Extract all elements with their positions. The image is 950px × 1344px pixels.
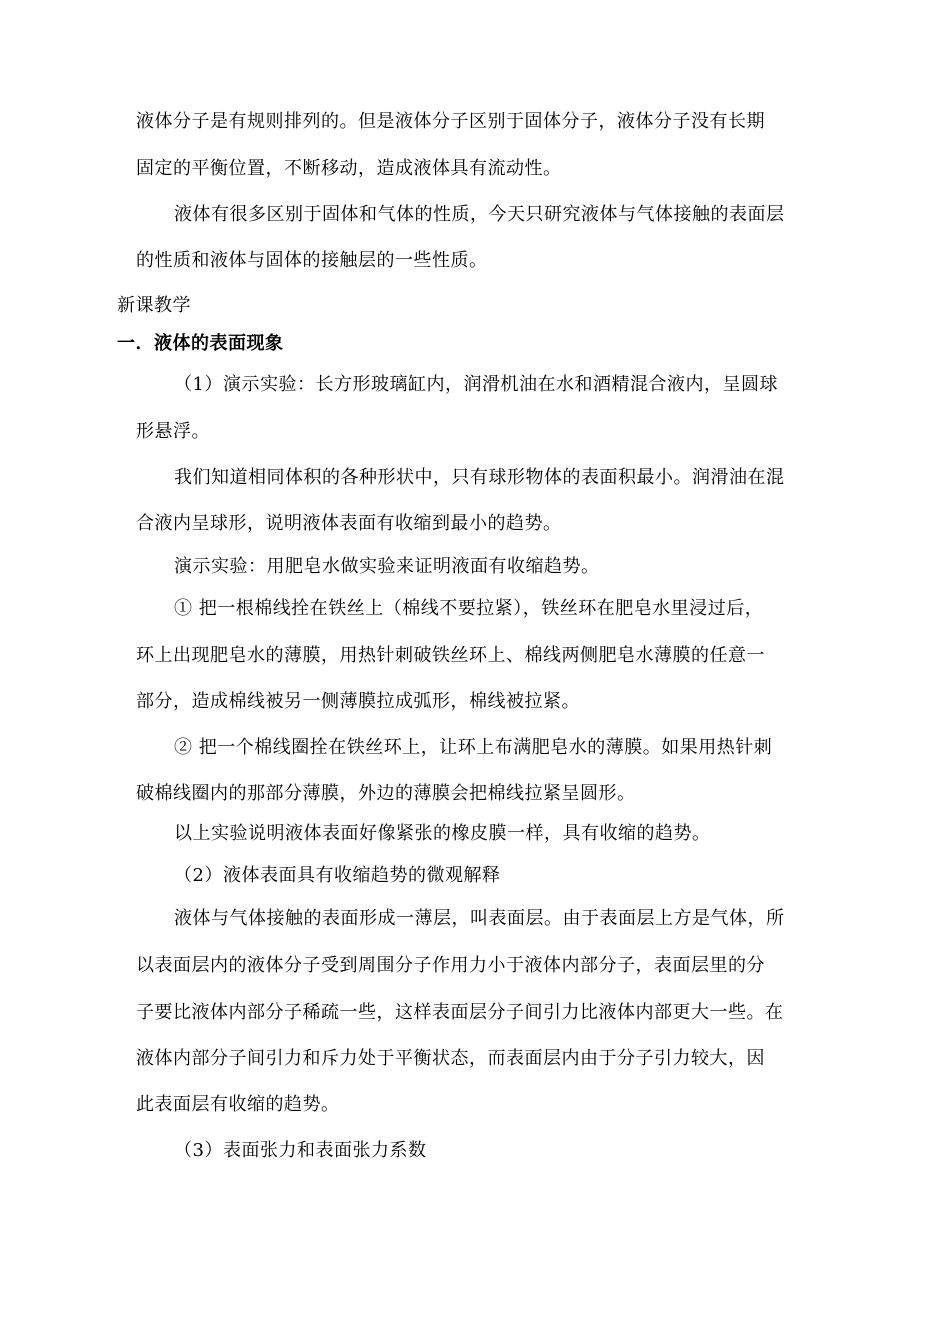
- paragraph-line: 液体有很多区别于固体和气体的性质，今天只研究液体与气体接触的表面层: [174, 204, 785, 225]
- paragraph-line: 液体内部分子间引力和斥力处于平衡状态，而表面层内由于分子引力较大，因: [136, 1048, 765, 1069]
- paragraph-line: ① 把一根棉线拴在铁丝上（棉线不要拉紧），铁丝环在肥皂水里浸过后，: [174, 598, 764, 619]
- paragraph-line: 部分，造成棉线被另一侧薄膜拉成弧形，棉线被拉紧。: [136, 691, 580, 712]
- paragraph-line: 的性质和液体与固体的接触层的一些性质。: [136, 250, 488, 271]
- subsection-heading: （3）表面张力和表面张力系数: [174, 1140, 427, 1161]
- paragraph-line: （1）演示实验：长方形玻璃缸内，润滑机油在水和酒精混合液内，呈圆球: [174, 374, 778, 395]
- paragraph-line: 液体与气体接触的表面形成一薄层，叫表面层。由于表面层上方是气体，所: [174, 908, 785, 929]
- paragraph-line: 以上实验说明液体表面好像紧张的橡皮膜一样，具有收缩的趋势。: [174, 823, 711, 844]
- paragraph-line: 液体分子是有规则排列的。但是液体分子区别于固体分子，液体分子没有长期: [136, 111, 765, 132]
- paragraph-line: 形悬浮。: [136, 421, 210, 442]
- paragraph-line: 合液内呈球形，说明液体表面有收缩到最小的趋势。: [136, 513, 562, 534]
- paragraph-line: 固定的平衡位置，不断移动，造成液体具有流动性。: [136, 158, 562, 179]
- paragraph-line: 子要比液体内部分子稀疏一些，这样表面层分子间引力比液体内部更大一些。在: [136, 1002, 784, 1023]
- paragraph-line: 环上出现肥皂水的薄膜，用热针刺破铁丝环上、棉线两侧肥皂水薄膜的任意一: [136, 645, 765, 666]
- paragraph-line: 以表面层内的液体分子受到周围分子作用力小于液体内部分子，表面层里的分: [136, 955, 765, 976]
- section-heading: 一．液体的表面现象: [117, 333, 284, 354]
- paragraph-line: 我们知道相同体积的各种形状中，只有球形物体的表面积最小。润滑油在混: [174, 467, 785, 488]
- section-label: 新课教学: [117, 295, 191, 316]
- paragraph-line: 演示实验：用肥皂水做实验来证明液面有收缩趋势。: [174, 556, 600, 577]
- paragraph-line: 破棉线圈内的那部分薄膜，外边的薄膜会把棉线拉紧呈圆形。: [136, 783, 636, 804]
- paragraph-line: 此表面层有收缩的趋势。: [136, 1094, 340, 1115]
- subsection-heading: （2）液体表面具有收缩趋势的微观解释: [174, 865, 501, 886]
- paragraph-line: ② 把一个棉线圈拴在铁丝环上，让环上布满肥皂水的薄膜。如果用热针刺: [174, 737, 773, 758]
